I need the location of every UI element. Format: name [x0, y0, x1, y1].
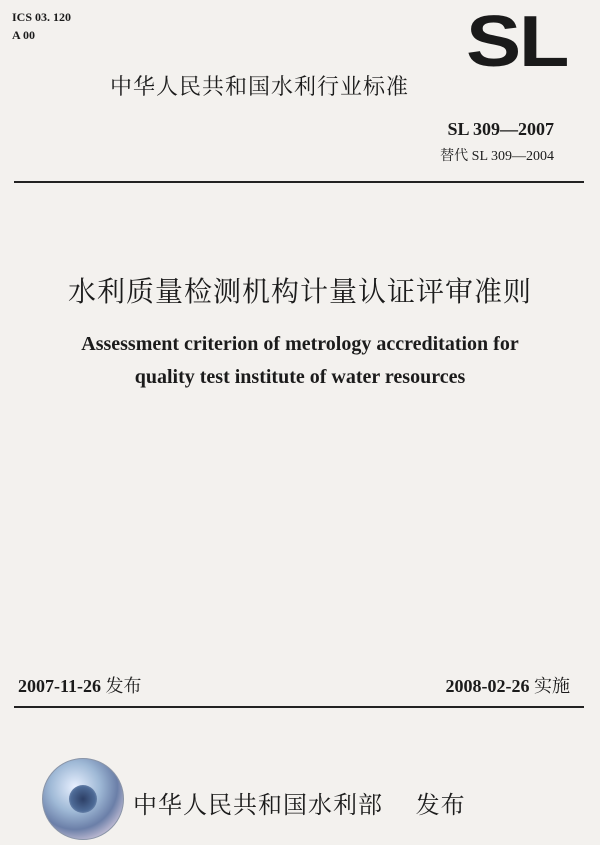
- industry-standard-title: 中华人民共和国水利行业标准: [110, 75, 410, 100]
- top-divider: [14, 181, 584, 183]
- replaces-standard: 替代 SL 309—2004: [440, 149, 554, 164]
- ics-code: ICS 03. 120: [12, 10, 72, 24]
- publisher-line: [133, 785, 466, 820]
- document-title-en-line1: Assessment criterion of metrology accreditation for: [81, 333, 519, 355]
- document-title-en-line2: quality test institute of water resources: [134, 366, 466, 388]
- hologram-center: [69, 785, 97, 813]
- publish-label: 发布: [415, 791, 466, 819]
- implement-date-block: [446, 672, 571, 698]
- standard-code: SL 309—2007: [447, 119, 554, 139]
- bottom-divider: [14, 706, 584, 708]
- implement-label: 实施: [534, 676, 570, 697]
- ccs-code: A 00: [12, 28, 36, 42]
- issue-date: 2007-11-26: [18, 676, 101, 696]
- issue-date-block: [18, 672, 142, 698]
- hologram-seal-icon: [42, 758, 124, 840]
- sl-logo: SL: [466, 2, 568, 82]
- issue-label: 发布: [105, 676, 142, 697]
- implement-date: 2008-02-26: [445, 676, 530, 696]
- document-title-cn: 水利质量检测机构计量认证评审准则: [67, 275, 532, 308]
- ics-classification: [12, 8, 71, 44]
- publisher-name: 中华人民共和国水利部: [133, 791, 383, 819]
